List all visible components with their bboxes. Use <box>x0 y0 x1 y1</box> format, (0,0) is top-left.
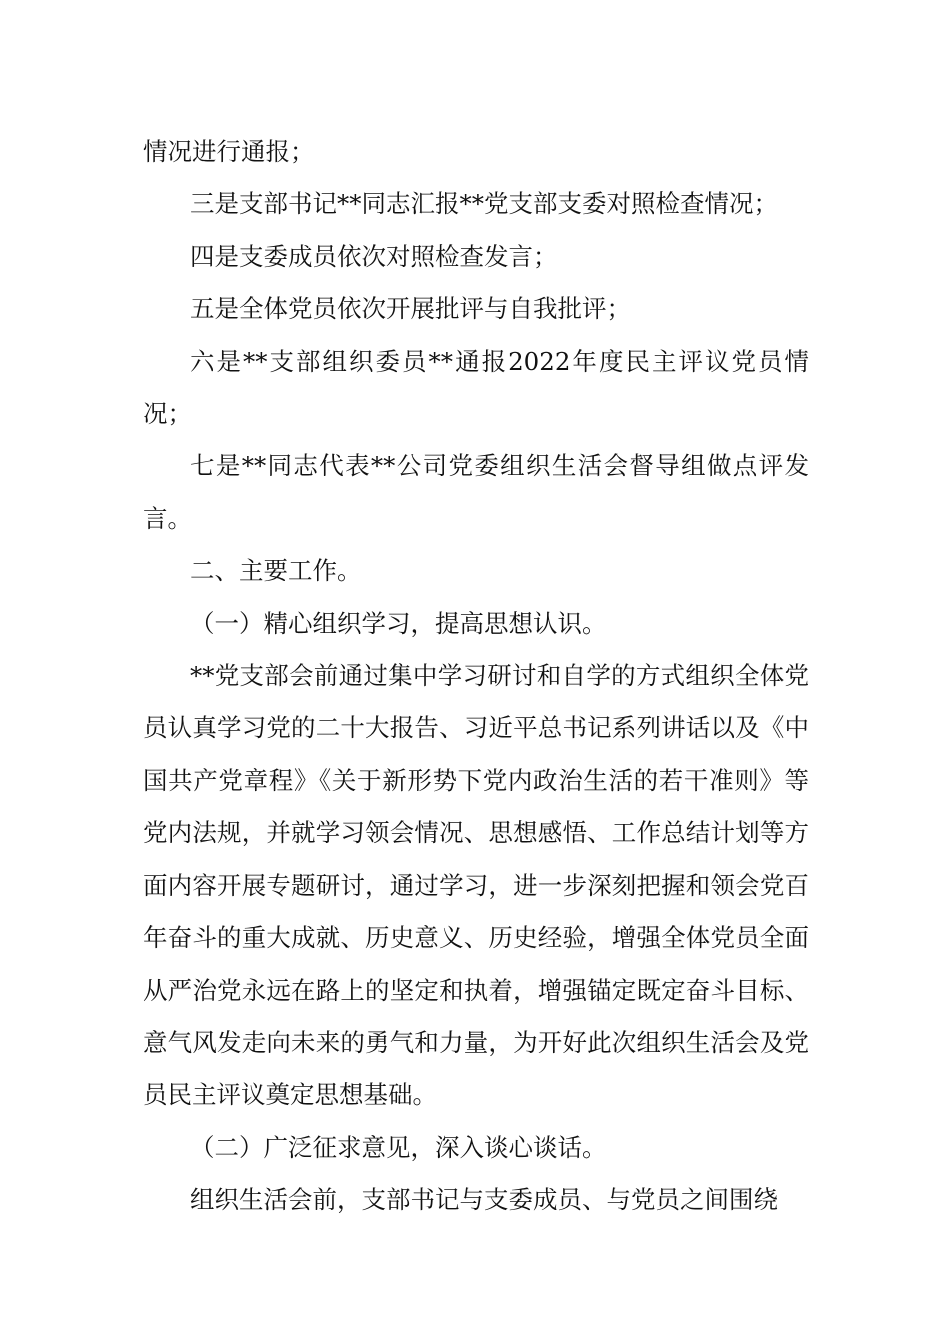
paragraph-3: 四是支委成员依次对照检查发言； <box>190 241 558 271</box>
body-paragraph: **党支部会前通过集中学习研讨和自学的方式组织全体党员认真学习党的二十大报告、习近平总书记系列讲话以及《中国共产党章程》《关于新形势下党内政治生活的若干准则》等党内法规，并就学习领会情况、思想感悟、工作总结计划等方面内容开展专题研讨，通过学习，进一步深刻把握和领会党百年奋斗的重大成就、历史意义、历史经验，增强全体党员全面从严治党永远在路上的坚定和执着，增强锚定既定奋斗目标、意气风发走向未来的勇气和力量，为开好此次组织生活会及党员民主评议奠定思想基础。 <box>143 661 809 1110</box>
section-heading: 二、主要工作。 <box>190 556 362 586</box>
document-body <box>143 126 809 1227</box>
subsection-heading-1: （一）精心组织学习，提高思想认识。 <box>190 608 607 638</box>
body-paragraph-continued: 组织生活会前，支部书记与支委成员、与党员之间围绕 <box>190 1185 778 1215</box>
paragraph-5: 六是**支部组织委员**通报2022年度民主评议党员情况； <box>143 346 809 429</box>
paragraph-6: 七是**同志代表**公司党委组织生活会督导组做点评发言。 <box>143 451 809 533</box>
paragraph-4: 五是全体党员依次开展批评与自我批评； <box>190 294 631 324</box>
subsection-heading-2: （二）广泛征求意见，深入谈心谈话。 <box>190 1132 607 1162</box>
paragraph-1: 情况进行通报； <box>143 137 315 166</box>
paragraph-2: 三是支部书记**同志汇报**党支部支委对照检查情况； <box>190 189 778 219</box>
